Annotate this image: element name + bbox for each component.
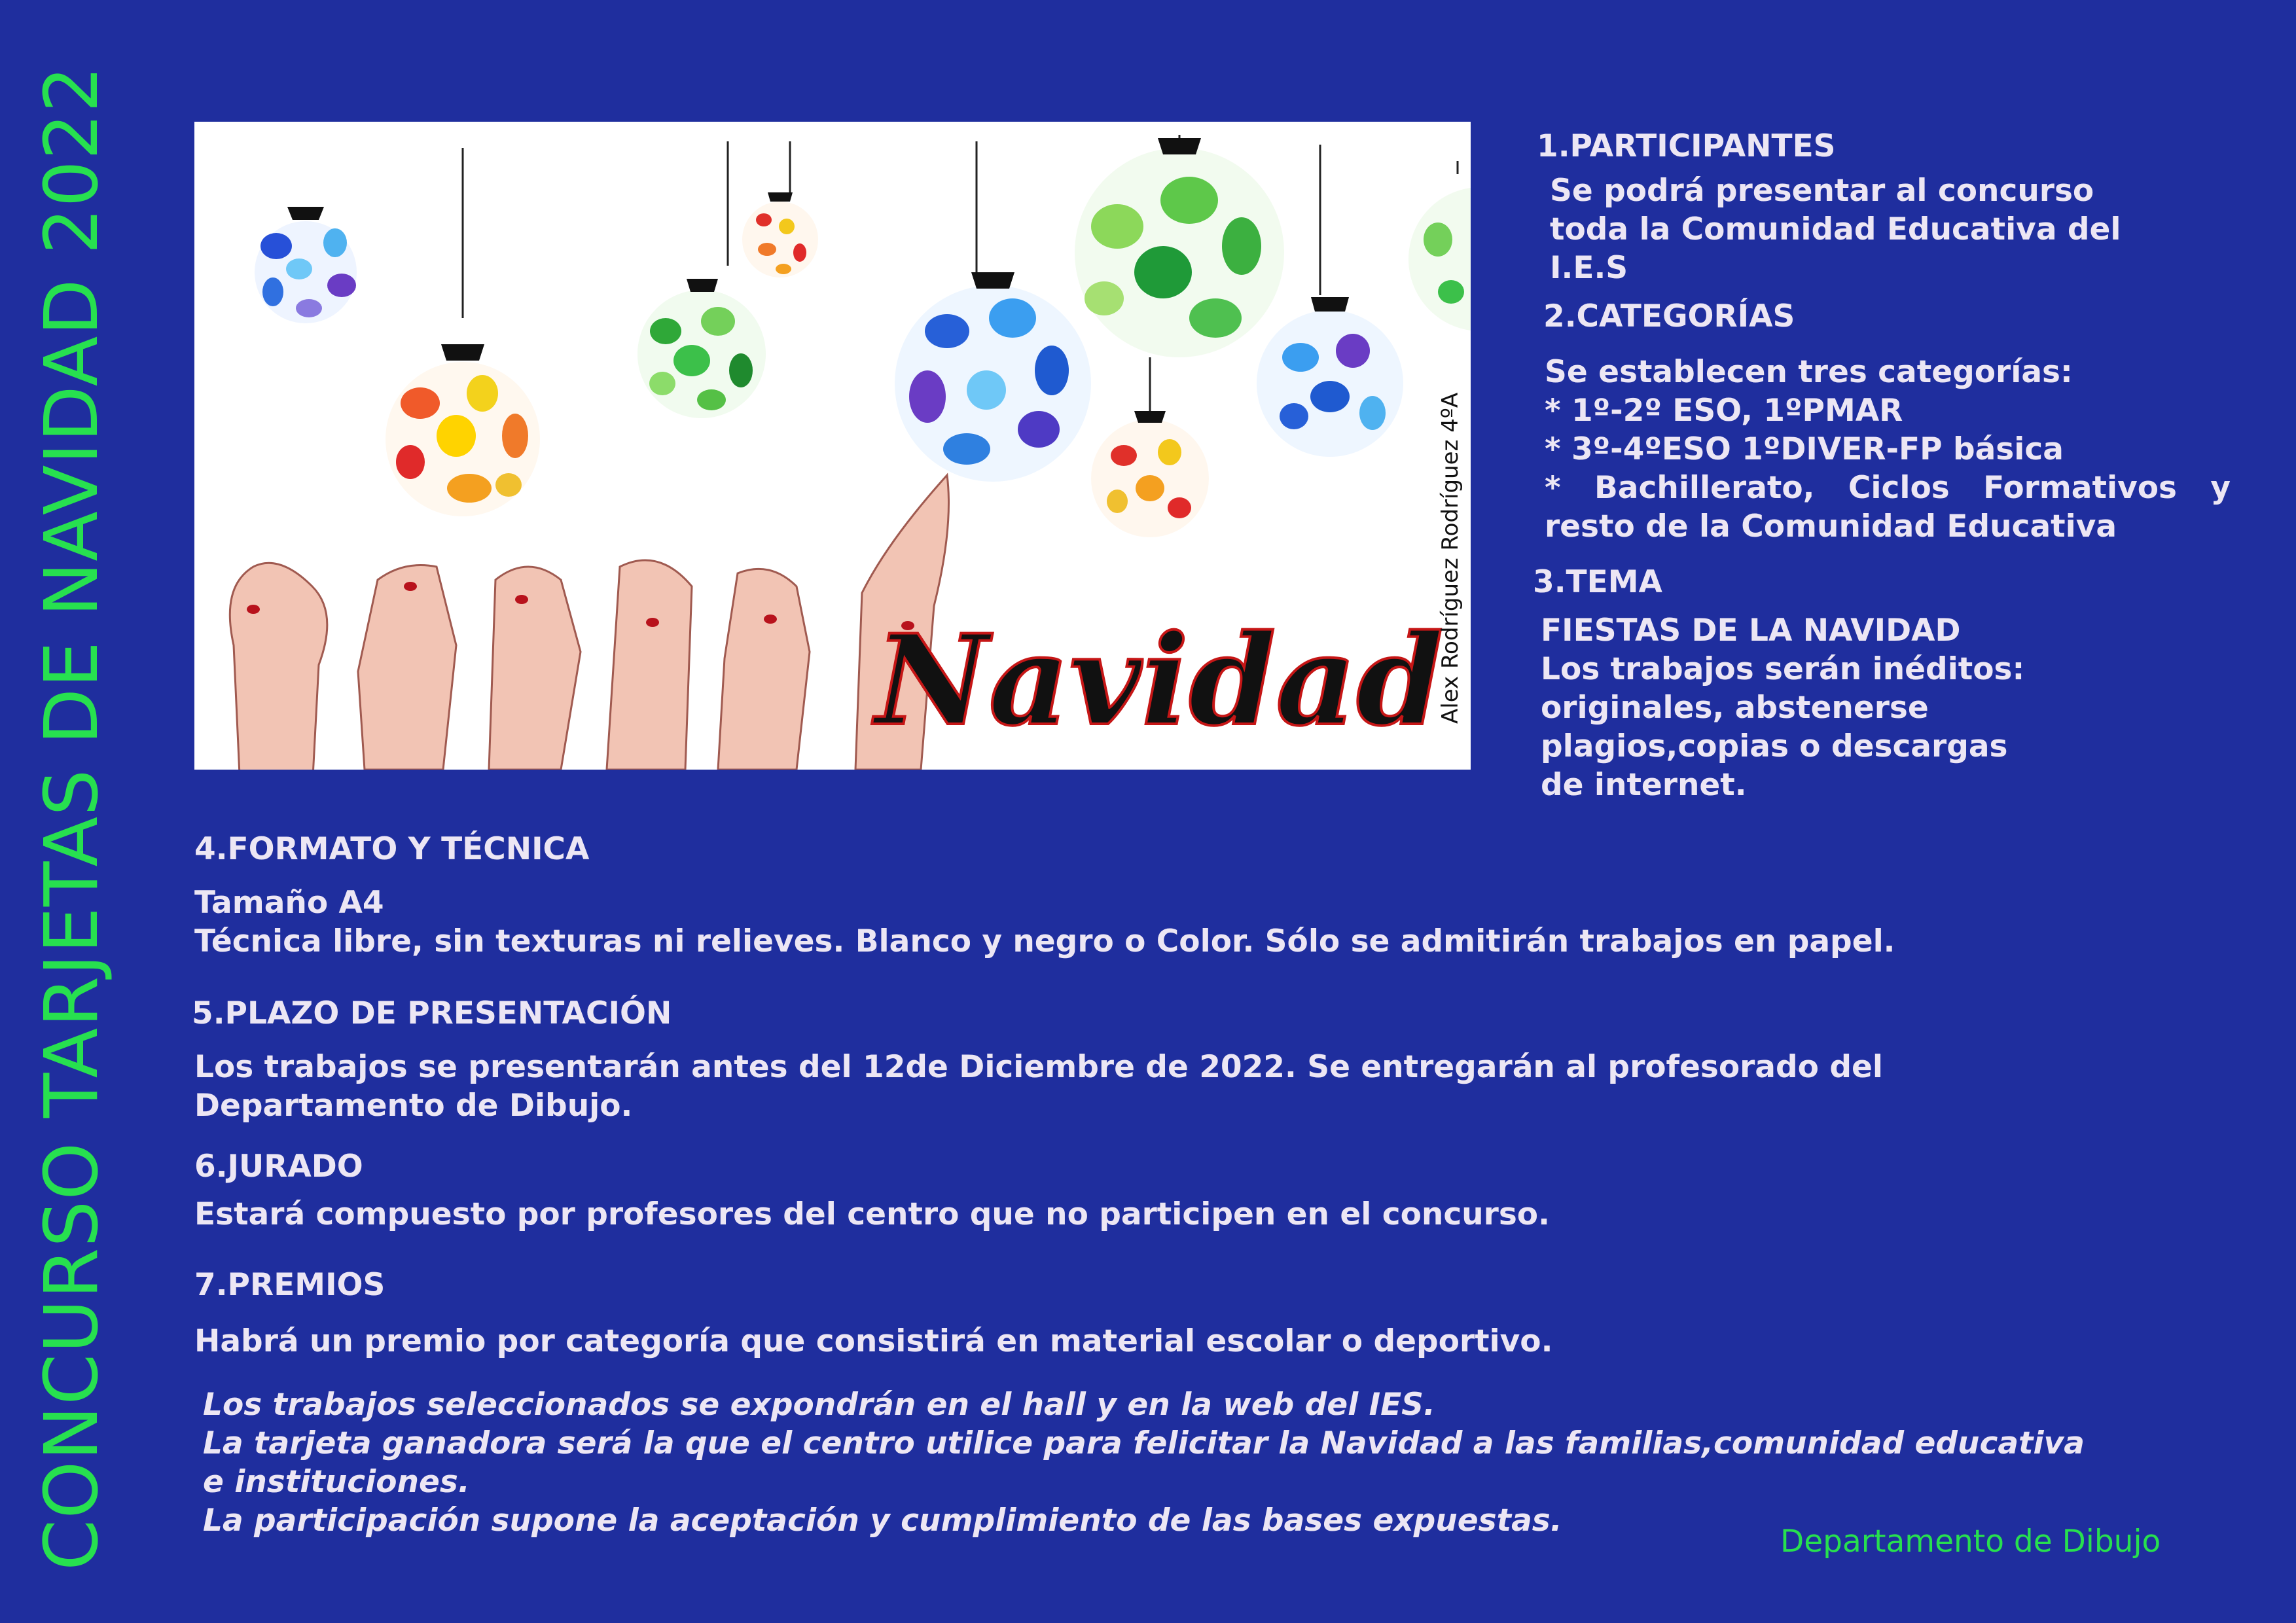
closing-line: e instituciones. (203, 1464, 470, 1500)
theme-text (1541, 611, 2024, 804)
category-item: * 1º-2º ESO, 1ºPMAR (1545, 393, 1903, 429)
ornament-warm-small (742, 192, 818, 277)
participants-line: Se podrá presentar al concurso (1550, 173, 2094, 209)
categories-heading: 2.CATEGORÍAS (1543, 298, 1795, 334)
ornament-warm-large (386, 344, 540, 516)
theme-line: originales, abstenerse (1541, 690, 1929, 726)
fingernails (247, 582, 914, 630)
theme-heading: 3.TEMA (1533, 564, 1662, 600)
participants-line: I.E.S (1550, 250, 1628, 286)
prizes-heading: 7.PREMIOS (194, 1267, 386, 1303)
ornament-blue-right (1257, 297, 1403, 457)
deadline-text (194, 1048, 1883, 1125)
department-signature: Departamento de Dibujo (1780, 1524, 2161, 1560)
navidad-word: Navidad (875, 607, 1444, 753)
theme-line: de internet. (1541, 767, 1747, 803)
closing-line: La participación supone la aceptación y cumplimiento de las bases expuestas. (203, 1503, 1562, 1539)
ornament-blue-large (895, 272, 1091, 482)
ornament-warm-bottom (1091, 411, 1209, 537)
closing-notes (203, 1385, 2085, 1540)
theme-line: Los trabajos serán inéditos: (1541, 651, 2025, 687)
ornament-green-medium (637, 279, 766, 418)
participants-text (1550, 171, 2121, 287)
deadline-line: Departamento de Dibujo. (194, 1088, 633, 1124)
format-heading: 4.FORMATO Y TÉCNICA (194, 831, 590, 867)
poster-title: CONCURSO TARJETAS DE NAVIDAD 2022 (29, 65, 115, 1571)
theme-line: plagios,copias o descargas (1541, 728, 2008, 764)
categories-text (1545, 353, 2231, 546)
format-line: Técnica libre, sin texturas ni relieves. Blanco y negro o Color. Sólo se admitirán trabajos en papel. (194, 923, 1895, 959)
jury-line: Estará compuesto por profesores del centro que no participen en el concurso. (194, 1196, 1550, 1232)
ornament-green-large (1075, 138, 1284, 357)
category-item: * 3º-4ºESO 1ºDIVER-FP básica (1545, 431, 2064, 467)
jury-text (194, 1195, 1550, 1234)
jury-heading: 6.JURADO (194, 1149, 363, 1185)
ornament-edge-partial (1408, 187, 1471, 331)
deadline-line: Los trabajos se presentarán antes del 12de Diciembre de 2022. Se entregarán al profesorado del (194, 1049, 1883, 1085)
participants-heading: 1.PARTICIPANTES (1537, 128, 1836, 164)
participants-line: toda la Comunidad Educativa del (1550, 211, 2121, 247)
category-item: resto de la Comunidad Educativa (1545, 508, 2117, 544)
theme-line: FIESTAS DE LA NAVIDAD (1541, 613, 1961, 649)
prizes-line: Habrá un premio por categoría que consistirá en material escolar o deportivo. (194, 1323, 1553, 1359)
artist-signature: Alex Rodríguez Rodríguez 4ºA (1437, 392, 1463, 724)
christmas-card-artwork (194, 122, 1471, 770)
ornament-blue-small (255, 207, 357, 323)
format-text (194, 883, 1895, 961)
sign-language-hands (230, 475, 948, 770)
closing-line: Los trabajos seleccionados se expondrán en el hall y en la web del IES. (203, 1387, 1435, 1423)
closing-line: La tarjeta ganadora será la que el centro utilice para felicitar la Navidad a las familias,comunidad educativa (203, 1425, 2085, 1461)
categories-intro: Se establecen tres categorías: (1545, 354, 2073, 390)
deadline-heading: 5.PLAZO DE PRESENTACIÓN (192, 995, 672, 1031)
format-line: Tamaño A4 (194, 885, 384, 921)
prizes-text (194, 1322, 1552, 1361)
category-item: * Bachillerato, Ciclos Formativos y (1545, 470, 2231, 506)
